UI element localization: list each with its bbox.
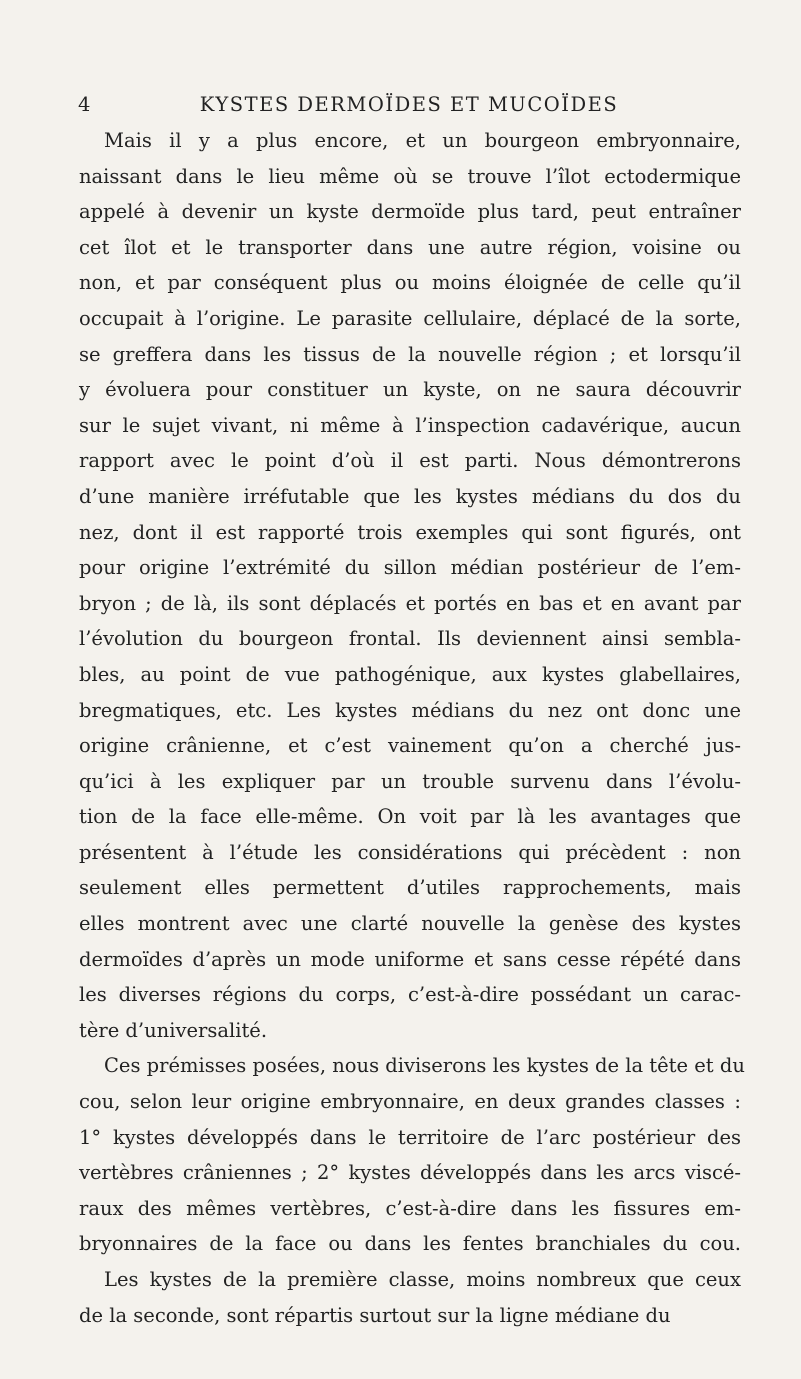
text-line: cou, selon leur origine embryonnaire, en deux grandes classes : bbox=[79, 1090, 741, 1114]
text-line: sur le sujet vivant, ni même à l’inspection cadavérique, aucun bbox=[79, 413, 741, 437]
text-line: naissant dans le lieu même où se trouve l’îlot ectodermique bbox=[79, 164, 741, 188]
text-line: pour origine l’extrémité du sillon médian postérieur de l’em- bbox=[79, 556, 741, 580]
text-line: 1° kystes développés dans le territoire de l’arc postérieur des bbox=[79, 1125, 741, 1149]
text-line: de la seconde, sont répartis surtout sur la ligne médiane du bbox=[79, 1303, 671, 1327]
text-line: Les kystes de la première classe, moins nombreux que ceux bbox=[104, 1268, 741, 1291]
text-line: cet îlot et le transporter dans une autre région, voisine ou bbox=[79, 235, 741, 259]
page-header bbox=[78, 93, 740, 119]
text-line: y évoluera pour constituer un kyste, on ne saura découvrir bbox=[79, 378, 741, 402]
text-line: dermoïdes d’après un mode uniforme et sans cesse répété dans bbox=[79, 947, 741, 971]
text-line: appelé à devenir un kyste dermoïde plus tard, peut entraîner bbox=[79, 200, 741, 224]
text-line: bles, au point de vue pathogénique, aux kystes glabellaires, bbox=[79, 662, 741, 686]
running-title: KYSTES DERMOÏDES ET MUCOÏDES bbox=[199, 93, 619, 116]
text-line: l’évolution du bourgeon frontal. Ils deviennent ainsi sembla- bbox=[79, 627, 741, 651]
text-line: nez, dont il est rapporté trois exemples qui sont figurés, ont bbox=[79, 520, 741, 544]
text-line: rapport avec le point d’où il est parti. Nous démontrerons bbox=[79, 449, 741, 473]
text-line: tère d’universalité. bbox=[79, 1018, 268, 1042]
text-line: bregmatiques, etc. Les kystes médians du nez ont donc une bbox=[79, 698, 741, 722]
text-line: qu’ici à les expliquer par un trouble survenu dans l’évolu- bbox=[79, 769, 741, 793]
page-number: 4 bbox=[78, 93, 92, 116]
text-line: elles montrent avec une clarté nouvelle la genèse des kystes bbox=[79, 912, 741, 936]
text-line: Ces prémisses posées, nous diviserons les kystes de la tête et du bbox=[104, 1054, 745, 1078]
text-line: d’une manière irréfutable que les kystes médians du dos du bbox=[79, 484, 741, 508]
text-line: raux des mêmes vertèbres, c’est-à-dire dans les fissures em- bbox=[79, 1196, 741, 1220]
text-line: bryonnaires de la face ou dans les fentes branchiales du cou. bbox=[79, 1232, 741, 1256]
text-line: bryon ; de là, ils sont déplacés et portés en bas et en avant par bbox=[79, 591, 741, 615]
text-line: tion de la face elle-même. On voit par là les avantages que bbox=[79, 805, 741, 829]
text-line: seulement elles permettent d’utiles rapprochements, mais bbox=[79, 876, 741, 900]
text-line: vertèbres crâniennes ; 2° kystes développés dans les arcs viscé- bbox=[79, 1161, 741, 1185]
text-line: les diverses régions du corps, c’est-à-dire possédant un carac- bbox=[79, 983, 741, 1007]
text-line: non, et par conséquent plus ou moins éloignée de celle qu’il bbox=[79, 271, 741, 295]
text-line: origine crânienne, et c’est vainement qu’on a cherché jus- bbox=[79, 734, 741, 758]
body-text bbox=[79, 123, 745, 1333]
text-line: Mais il y a plus encore, et un bourgeon embryonnaire, bbox=[104, 129, 741, 152]
text-line: présentent à l’étude les considérations qui précèdent : non bbox=[79, 840, 741, 864]
text-line: occupait à l’origine. Le parasite cellulaire, déplacé de la sorte, bbox=[79, 306, 741, 330]
text-line: se greffera dans les tissus de la nouvelle région ; et lorsqu’il bbox=[79, 342, 741, 366]
